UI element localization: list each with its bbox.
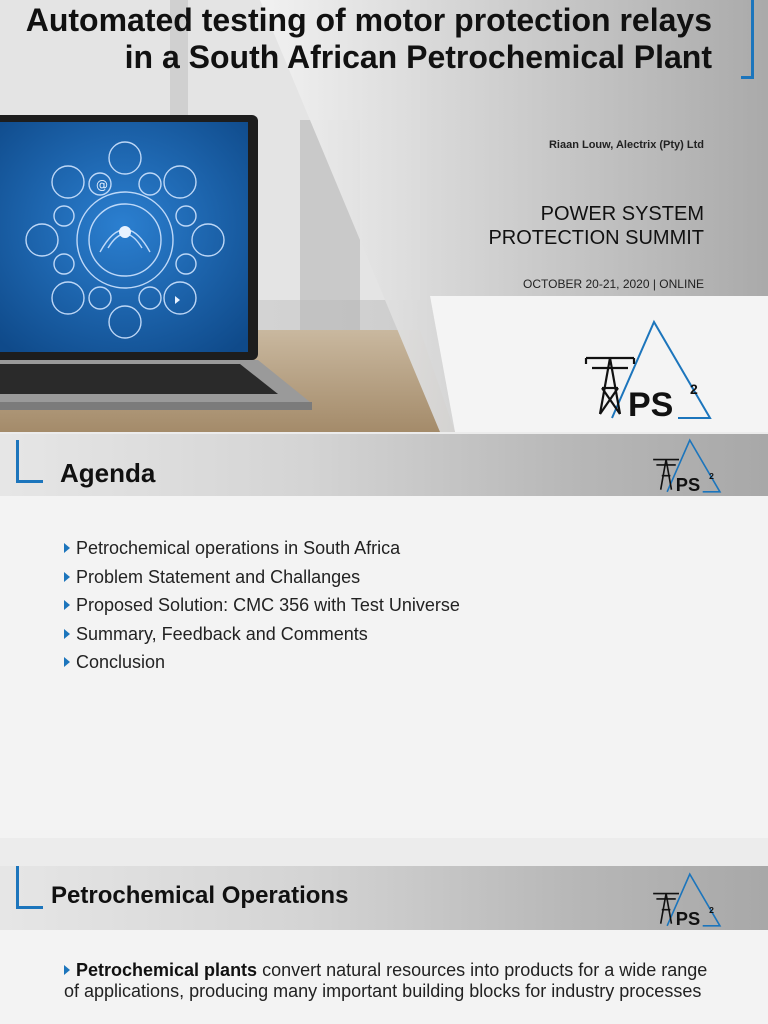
header-accent-bracket bbox=[16, 440, 43, 483]
bullet-arrow-icon bbox=[64, 572, 70, 582]
bullet-bold-text: Petrochemical plants bbox=[76, 960, 258, 980]
ps2-logo-text: PS bbox=[675, 907, 701, 928]
bullet-arrow-icon bbox=[64, 600, 70, 610]
operations-header bbox=[0, 866, 768, 930]
header-accent-bracket bbox=[16, 866, 43, 909]
agenda-item-text: Conclusion bbox=[76, 652, 166, 672]
svg-text:@: @ bbox=[96, 178, 108, 192]
presentation-title: Automated testing of motor protection relays in a South African Petrochemical Plant bbox=[25, 2, 712, 75]
ps2-logo-text: PS bbox=[675, 473, 701, 494]
bullet-text: convert natural resources into products for a wide range of applications, producing many important building blocks for industry processes bbox=[64, 960, 708, 1001]
ps2-logo-small bbox=[650, 438, 722, 494]
agenda-slide bbox=[0, 434, 768, 838]
agenda-title: Agenda bbox=[60, 458, 156, 488]
agenda-header bbox=[0, 434, 768, 496]
ps2-logo-sup: 2 bbox=[709, 470, 714, 481]
ps2-logo-small bbox=[650, 872, 722, 928]
agenda-item-text: Proposed Solution: CMC 356 with Test Universe bbox=[76, 595, 460, 615]
bullet-arrow-icon bbox=[64, 657, 70, 667]
event-date: OCTOBER 20-21, 2020 | ONLINE bbox=[523, 277, 704, 291]
operations-bullet bbox=[64, 960, 714, 1002]
agenda-list bbox=[64, 534, 460, 677]
bullet-arrow-icon bbox=[64, 543, 70, 553]
agenda-item-text: Problem Statement and Challanges bbox=[76, 566, 361, 587]
list-item bbox=[64, 648, 460, 677]
operations-slide bbox=[0, 866, 768, 1024]
list-item bbox=[64, 563, 460, 592]
ps2-logo-sup: 2 bbox=[709, 904, 714, 915]
list-item bbox=[64, 620, 460, 649]
title-slide bbox=[0, 0, 768, 432]
title-accent-bracket bbox=[741, 0, 754, 79]
author-line: Riaan Louw, Alectrix (Pty) Ltd bbox=[548, 139, 704, 151]
bullet-arrow-icon bbox=[64, 629, 70, 639]
ps2-logo-sup: 2 bbox=[690, 381, 698, 397]
list-item bbox=[64, 591, 460, 620]
event-name-line2: PROTECTION SUMMIT bbox=[488, 227, 704, 249]
agenda-item-text: Petrochemical operations in South Africa bbox=[76, 538, 401, 558]
event-name-line1: POWER SYSTEM bbox=[540, 203, 704, 225]
event-name bbox=[488, 202, 704, 250]
ps2-logo bbox=[582, 318, 712, 422]
agenda-item-text: Summary, Feedback and Comments bbox=[76, 623, 368, 644]
bullet-arrow-icon bbox=[64, 965, 70, 975]
list-item bbox=[64, 534, 460, 563]
ps2-logo-text: PS bbox=[628, 386, 674, 422]
operations-title: Petrochemical Operations bbox=[51, 882, 349, 909]
